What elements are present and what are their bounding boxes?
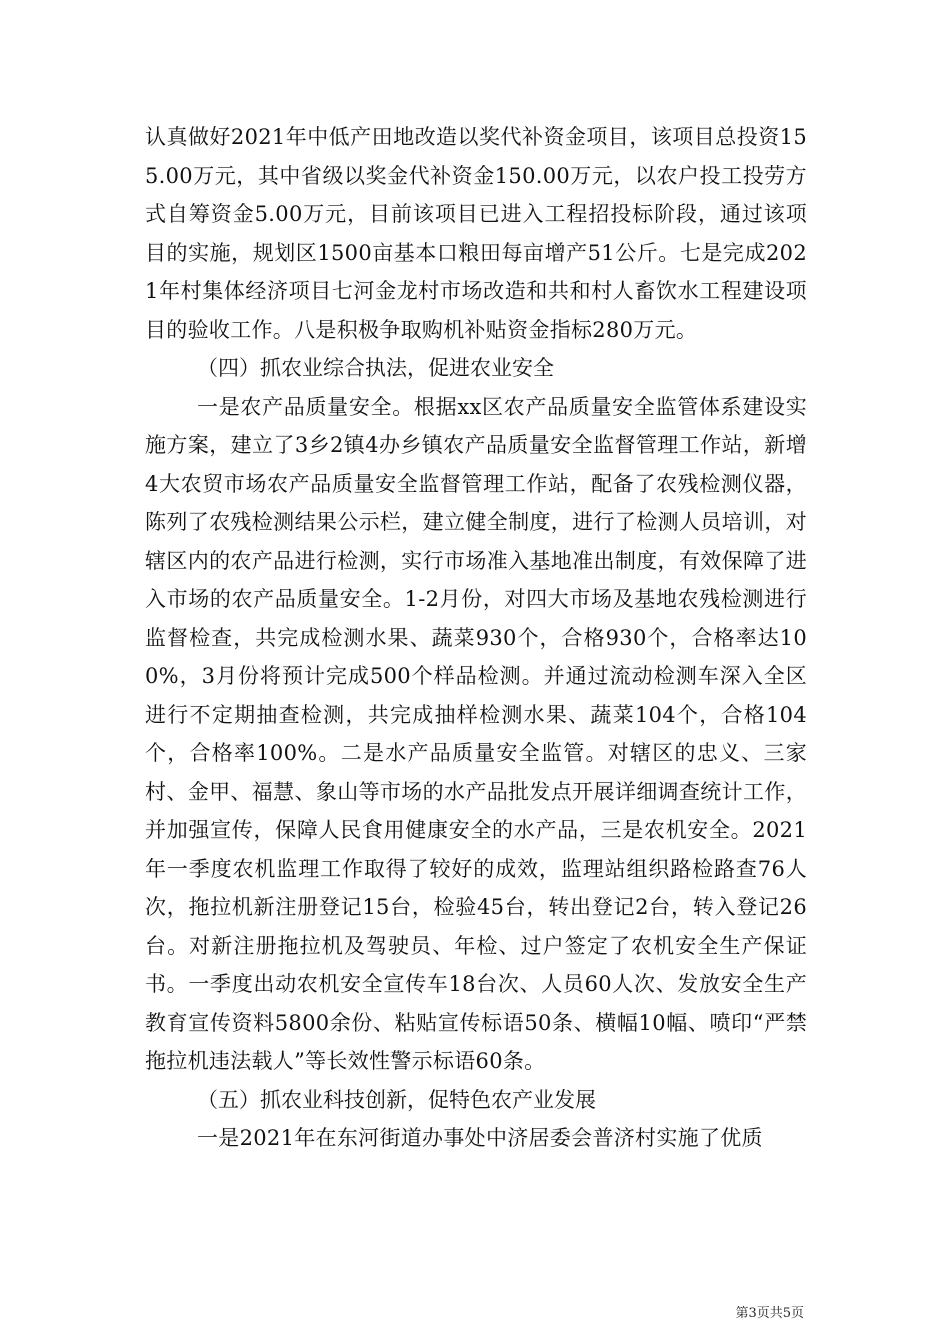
page-number-footer: 第3页共5页 <box>735 1306 804 1321</box>
paragraph-agri-safety: 一是农产品质量安全。根据xx区农产品质量安全监管体系建设实施方案，建立了3乡2镇4办乡镇农产品质量安全监督管理工作站，新增4大农贸市场农产品质量安全监督管理工作站，配备了农残检测仪器，陈列了农残检测结果公示栏，建立健全制度，进行了检测人员培训，对辖区内的农产品进行检测，实行市场准入基地准出制度，有效保障了进入市场的农产品质量安全。1-2月份，对四大市场及基地农残检测进行监督检查，共完成检测水果、蔬菜930个，合格930个，合格率达100%，3月份将预计完成500个样品检测。并通过流动检测车深入全区进行不定期抽查检测，共完成抽样检测水果、蔬菜104个，合格104个，合格率100%。二是水产品质量安全监管。对辖区的忠义、三家村、金甲、福慧、象山等市场的水产品批发点开展详细调查统计工作，并加强宣传，保障人民食用健康安全的水产品，三是农机安全。2021年一季度农机监理工作取得了较好的成效，监理站组织路检路查76人次，拖拉机新注册登记15台，检验45台，转出登记2台，转入登记26台。对新注册拖拉机及驾驶员、年检、过户签定了农机安全生产保证书。一季度出动农机安全宣传车18台次、人员60人次、发放安全生产教育宣传资料5800余份、粘贴宣传标语50条、横幅10幅、喷印“严禁拖拉机违法载人”等长效性警示标语60条。 <box>145 394 807 1073</box>
section-heading-5: （五）抓农业科技创新，促特色农产业发展 <box>197 1087 596 1112</box>
paragraph-tech-innovation: 一是2021年在东河街道办事处中济居委会普济村实施了优质 <box>197 1126 763 1150</box>
paragraph-project-funding: 认真做好2021年中低产田地改造以奖代补资金项目，该项目总投资155.00万元，其中省级以奖金代补资金150.00万元，以农户投工投劳方式自筹资金5.00万元，目前该项目已进入工程招投标阶段，通过该项目的实施，规划区1500亩基本口粮田每亩增产51公斤。七是完成2021年村集体经济项目七河金龙村市场改造和共和村人畜饮水工程建设项目的验收工作。八是积极争取购机补贴资金指标280万元。 <box>145 125 807 342</box>
document-body <box>145 118 807 1158</box>
section-heading-4: （四）抓农业综合执法，促进农业安全 <box>197 356 554 380</box>
